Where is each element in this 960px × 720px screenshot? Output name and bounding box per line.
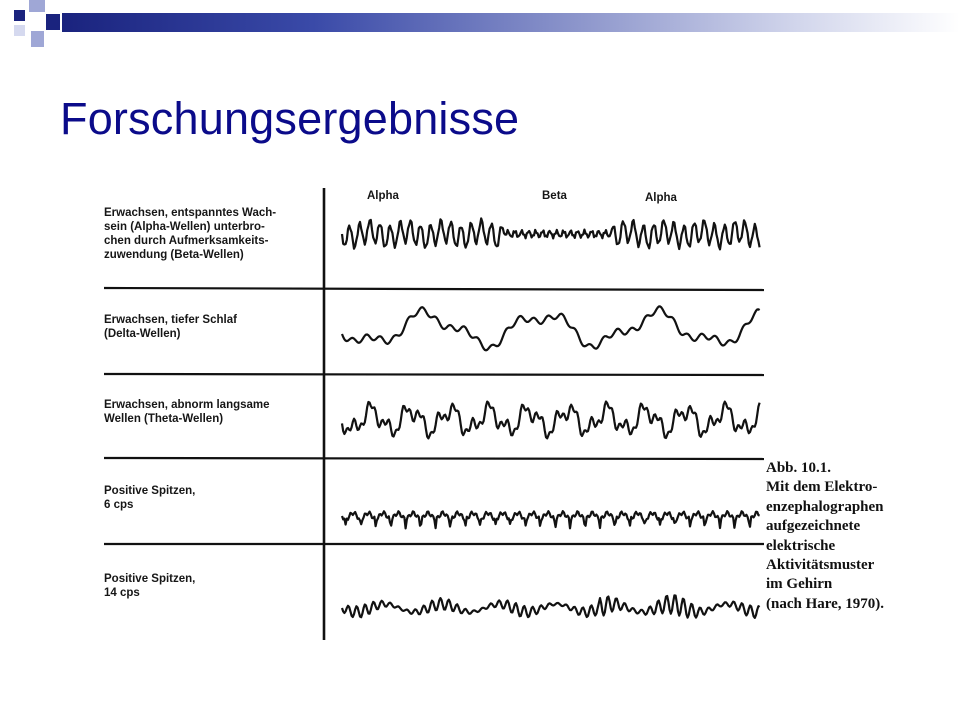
slide-title: Forschungsergebnisse [60,93,520,144]
row-label-1: Erwachsen, entspanntes Wach- sein (Alpha-Wellen) unterbro- chen durch Aufmerksamkeits- zuwendung (Beta-Wellen) [104,207,277,261]
top-label-alpha-2: Alpha [645,192,677,204]
top-label-beta: Beta [542,190,567,202]
wave-trace-alpha-beta [342,218,760,249]
eeg-wave-traces [342,218,760,618]
top-label-alpha-1: Alpha [367,190,399,202]
wave-trace-theta [342,402,760,439]
wave-trace-delta [342,306,760,350]
row-label-5: Positive Spitzen, 14 cps [104,573,196,599]
row-separator-1 [104,288,764,290]
row-separator-3 [104,458,764,459]
figure-caption: Abb. 10.1. Mit dem Elektro- enzephalographen aufgezeichnete elektrische Aktivitätsmuster im Gehirn (nach Hare, 1970). [766,460,885,612]
wave-trace-spikes-6 [342,511,760,528]
row-label-3: Erwachsen, abnorm langsame Wellen (Theta-Wellen) [104,399,270,425]
row-label-2: Erwachsen, tiefer Schlaf (Delta-Wellen) [104,314,237,340]
row-label-4: Positive Spitzen, 6 cps [104,485,196,511]
wave-trace-spikes-14 [342,595,760,618]
row-separator-2 [104,374,764,375]
